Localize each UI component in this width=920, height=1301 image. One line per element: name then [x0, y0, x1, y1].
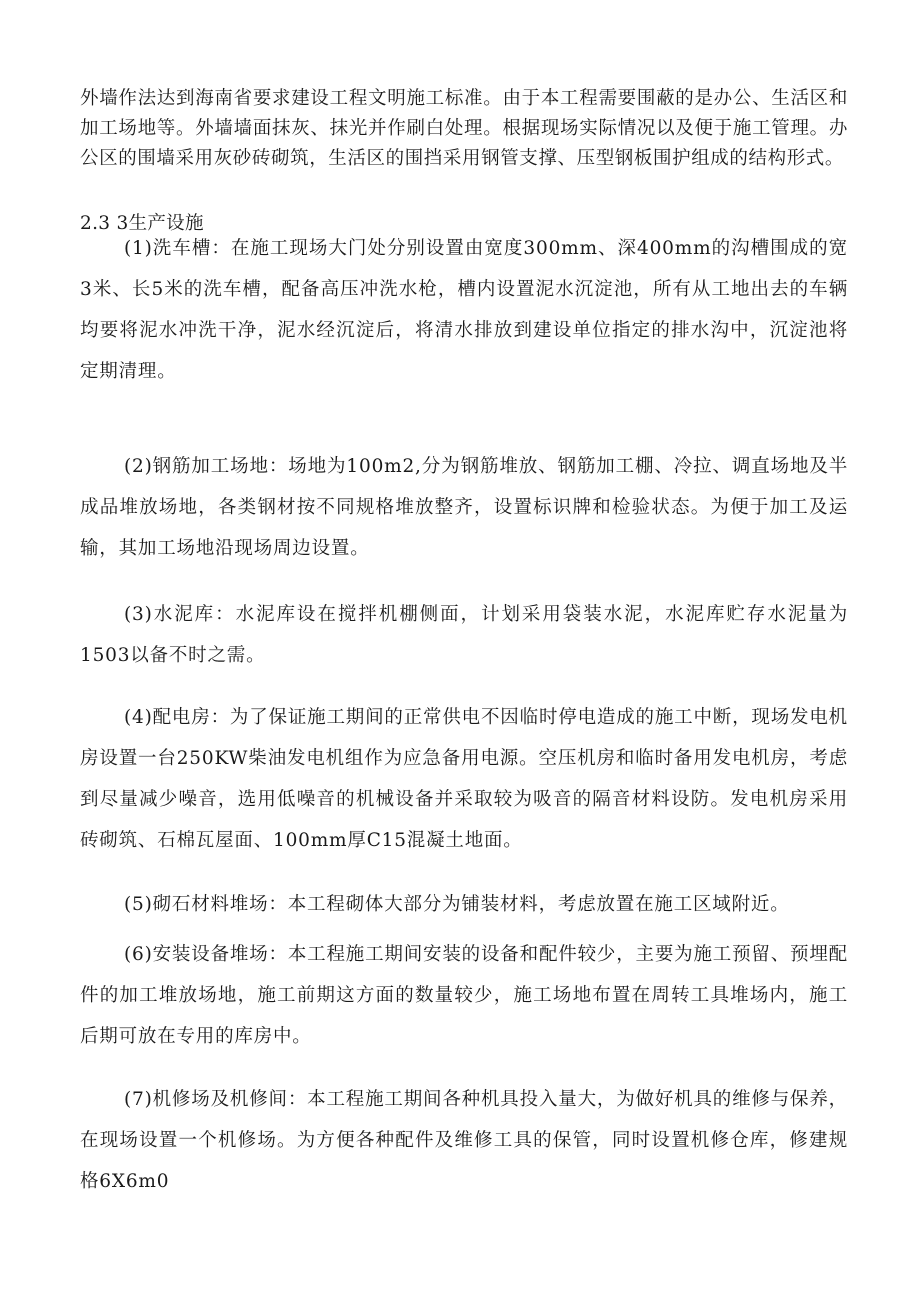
section-heading: 2.3 3生产设施	[80, 213, 204, 234]
paragraph-text: (3)水泥库：水泥库设在搅拌机棚侧面，计划采用袋装水泥，水泥库贮存水泥量为1503以备不时之需。	[80, 604, 848, 666]
paragraph-text: (4)配电房：为了保证施工期间的正常供电不因临时停电造成的施工中断，现场发电机房设置一台250KW柴油发电机组作为应急备用电源。空压机房和临时备用发电机房，考虑到尽量减少噪音，选用低噪音的机械设备并采取较为吸音的隔音材料设防。发电机房采用砖砌筑、石棉瓦屋面、100mm厚C15混凝土地面。	[80, 707, 848, 851]
paragraph-repair-shop	[80, 1079, 848, 1202]
paragraph-equipment-yard	[80, 934, 848, 1057]
paragraph-stone-yard	[80, 884, 848, 925]
paragraph-power-room	[80, 697, 848, 861]
paragraph-cement-store	[80, 594, 848, 676]
paragraph-car-wash	[80, 228, 848, 392]
paragraph-text: (7)机修场及机修间：本工程施工期间各种机具投入量大，为做好机具的维修与保养，在现场设置一个机修场。为方便各种配件及维修工具的保管，同时设置机修仓库，修建规格6X6m0	[80, 1089, 848, 1192]
paragraph-text: (2)钢筋加工场地：场地为100m2,分为钢筋堆放、钢筋加工棚、冷拉、调直场地及半成品堆放场地，各类钢材按不同规格堆放整齐，设置标识牌和检验状态。为便于加工及运输，其加工场地沿现场周边设置。	[80, 456, 848, 559]
paragraph-rebar-yard	[80, 446, 848, 569]
paragraph-text: (6)安装设备堆场：本工程施工期间安装的设备和配件较少，主要为施工预留、预埋配件的加工堆放场地，施工前期这方面的数量较少，施工场地布置在周转工具堆场内，施工后期可放在专用的库房中。	[80, 944, 848, 1047]
paragraph-text: (1)洗车槽：在施工现场大门处分别设置由宽度300mm、深400mm的沟槽围成的宽3米、长5米的洗车槽，配备高压冲洗水枪，槽内设置泥水沉淀池，所有从工地出去的车辆均要将泥水冲洗干净，泥水经沉淀后，将清水排放到建设单位指定的排水沟中，沉淀池将定期清理。	[80, 238, 848, 382]
paragraph-text: (5)砌石材料堆场：本工程砌体大部分为铺装材料，考虑放置在施工区域附近。	[124, 894, 790, 915]
intro-paragraph: 外墙作法达到海南省要求建设工程文明施工标准。由于本工程需要围蔽的是办公、生活区和加工场地等。外墙墙面抹灰、抹光并作刷白处理。根据现场实际情况以及便于施工管理。办公区的围墙采用灰砂砖砌筑，生活区的围挡采用钢管支撑、压型钢板围护组成的结构形式。	[80, 88, 848, 169]
